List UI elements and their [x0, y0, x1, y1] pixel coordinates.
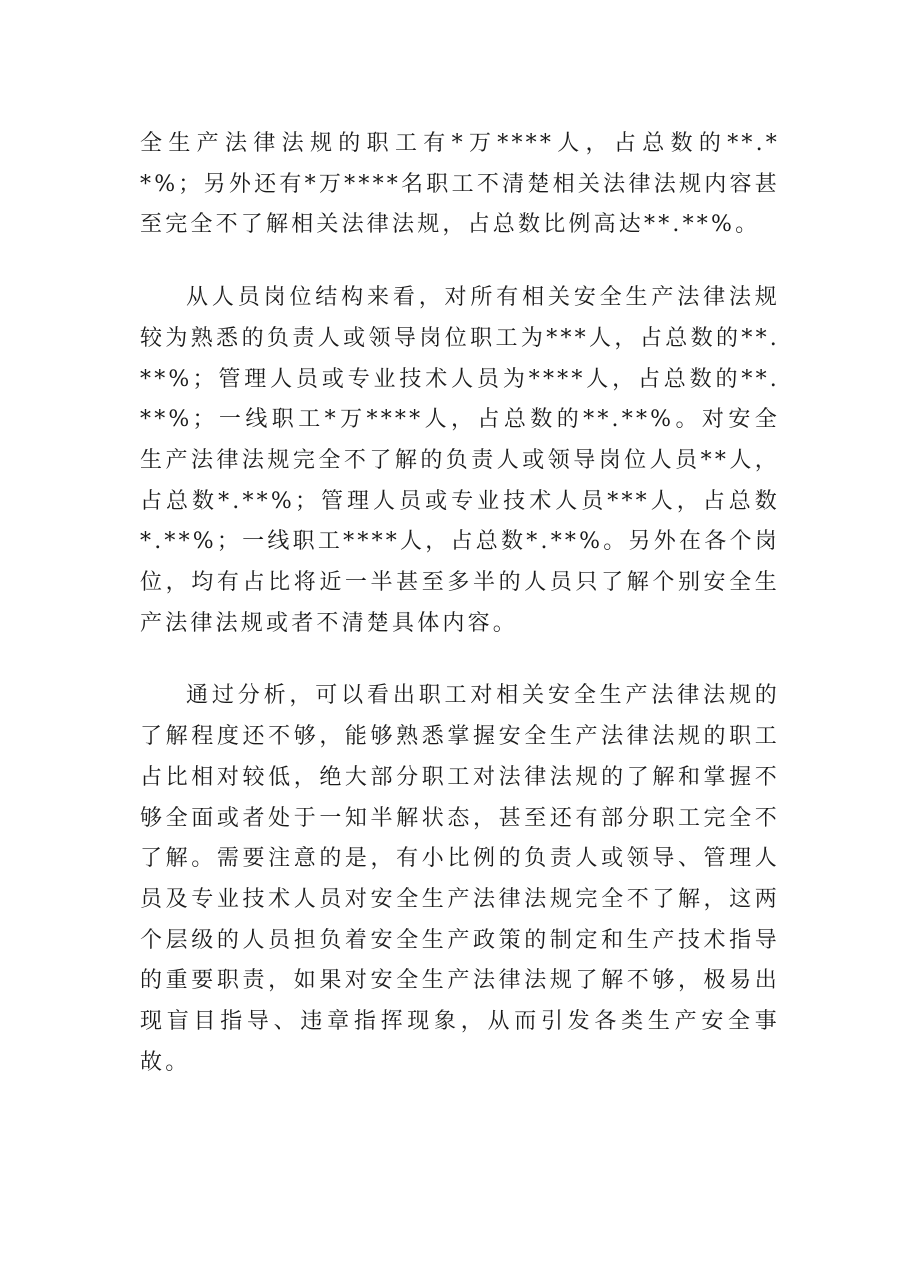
paragraph-analysis: 通过分析，可以看出职工对相关安全生产法律法规的了解程度还不够，能够熟悉掌握安全生产法律法规的职工占比相对较低，绝大部分职工对法律法规的了解和掌握不够全面或者处于一知半解状态，甚至还有部分职工完全不了解。需要注意的是，有小比例的负责人或领导、管理人员及专业技术人员对安全生产法律法规完全不了解，这两个层级的人员担负着安全生产政策的制定和生产技术指导的重要职责，如果对安全生产法律法规了解不够，极易出现盲目指导、违章指挥现象，从而引发各类生产安全事故。 — [140, 683, 780, 1075]
document-body — [140, 124, 780, 1083]
paragraph-position-structure: 从人员岗位结构来看，对所有相关安全生产法律法规较为熟悉的负责人或领导岗位职工为***人，占总数的**.**%；管理人员或专业技术人员为****人，占总数的**.**%；一线职工*万****人，占总数的**.**%。对安全生产法律法规完全不了解的负责人或领导岗位人员**人，占总数*.**%；管理人员或专业技术人员***人，占总数*.**%；一线职工****人，占总数*.**%。另外在各个岗位，均有占比将近一半甚至多半的人员只了解个别安全生产法律法规或者不清楚具体内容。 — [140, 285, 780, 636]
paragraph-continuation: 全生产法律法规的职工有*万****人，占总数的**.**%；另外还有*万****名职工不清楚相关法律法规内容甚至完全不了解相关法律法规，占总数比例高达**.**%。 — [140, 131, 780, 238]
paragraph-gap — [140, 246, 780, 278]
paragraph-gap — [140, 644, 780, 676]
